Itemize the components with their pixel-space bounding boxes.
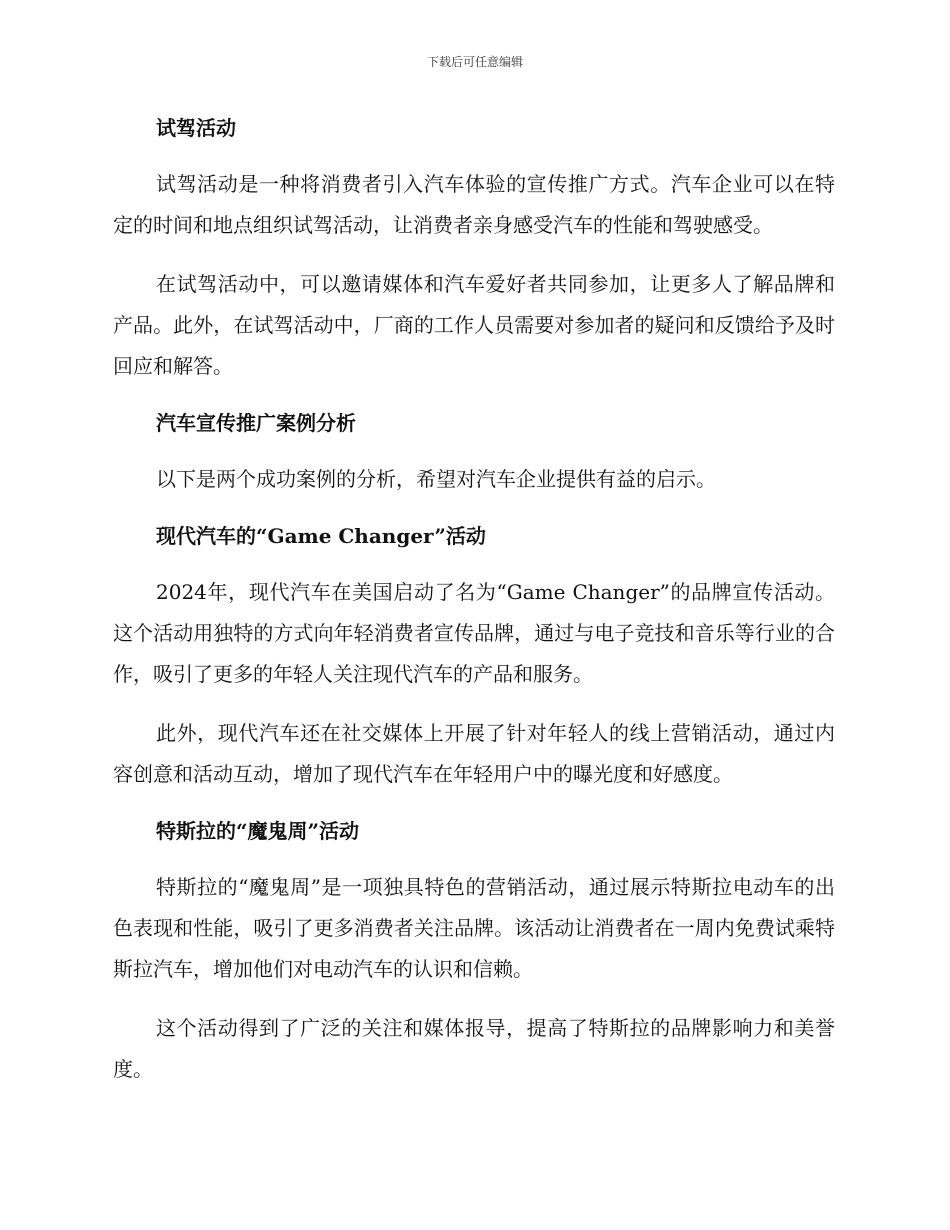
section-heading-case-analysis: 汽车宣传推广案例分析 bbox=[156, 411, 356, 435]
paragraph: 特斯拉的“魔鬼周”是一项独具特色的营销活动，通过展示特斯拉电动车的出色表现和性能，吸引了更多消费者关注品牌。该活动让消费者在一周内免费试乘特斯拉汽车，增加他们对电动汽车的认识和信赖。 bbox=[113, 875, 835, 981]
paragraph: 以下是两个成功案例的分析，希望对汽车企业提供有益的启示。 bbox=[156, 467, 716, 491]
document-body bbox=[113, 110, 835, 1108]
page-header-note: 下载后可任意编辑 bbox=[426, 55, 523, 69]
paragraph: 试驾活动是一种将消费者引入汽车体验的宣传推广方式。汽车企业可以在特定的时间和地点组织试驾活动，让消费者亲身感受汽车的性能和驾驶感受。 bbox=[113, 172, 835, 237]
paragraph: 在试驾活动中，可以邀请媒体和汽车爱好者共同参加，让更多人了解品牌和产品。此外，在试驾活动中，厂商的工作人员需要对参加者的疑问和反馈给予及时回应和解答。 bbox=[113, 272, 835, 378]
paragraph: 这个活动得到了广泛的关注和媒体报导，提高了特斯拉的品牌影响力和美誉度。 bbox=[113, 1016, 835, 1081]
section-heading-hyundai: 现代汽车的“Game Changer”活动 bbox=[156, 524, 486, 548]
paragraph: 2024年，现代汽车在美国启动了名为“Game Changer”的品牌宣传活动。这个活动用独特的方式向年轻消费者宣传品牌，通过与电子竞技和音乐等行业的合作，吸引了更多的年轻人关注现代汽车的产品和服务。 bbox=[113, 580, 835, 686]
section-heading-tesla: 特斯拉的“魔鬼周”活动 bbox=[156, 819, 360, 843]
section-heading-test-drive: 试驾活动 bbox=[156, 116, 236, 140]
paragraph: 此外，现代汽车还在社交媒体上开展了针对年轻人的线上营销活动，通过内容创意和活动互动，增加了现代汽车在年轻用户中的曝光度和好感度。 bbox=[113, 721, 835, 786]
